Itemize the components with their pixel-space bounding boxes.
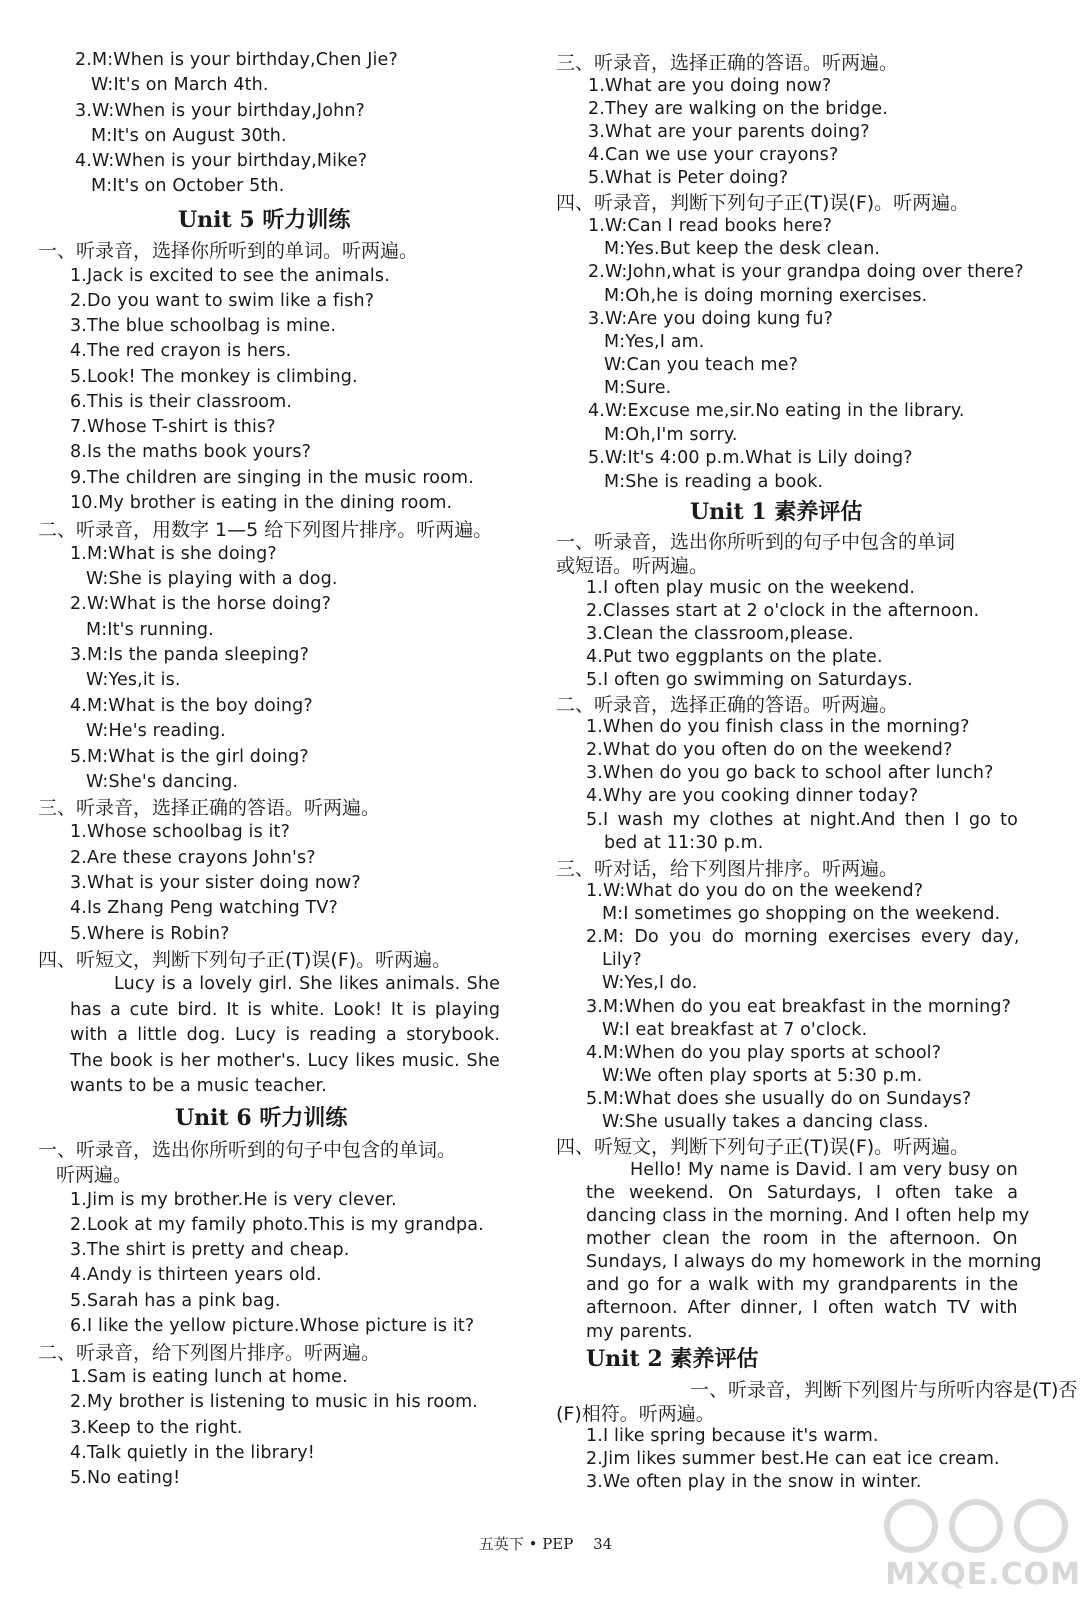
left-text-line: 2.My brother is listening to music in his room. xyxy=(70,1392,479,1412)
right-section-heading: 四、听录音，判断下列句子正(T)误(F)。听两遍。 xyxy=(556,192,970,214)
left-text-line: M:It's on October 5th. xyxy=(91,176,285,196)
left-text-line: 1.M:What is she doing? xyxy=(70,544,277,564)
left-text-line: 10.My brother is eating in the dining room. xyxy=(70,493,453,513)
right-text-line: 1.I often play music on the weekend. xyxy=(586,578,916,598)
right-text-line: 3.We often play in the snow in winter. xyxy=(586,1472,922,1492)
right-text-line: M:Oh,he is doing morning exercises. xyxy=(604,286,928,306)
left-text-line: 8.Is the maths book yours? xyxy=(70,442,312,462)
left-text-line: 3.The blue schoolbag is mine. xyxy=(70,316,337,336)
left-text-line: with a little dog. Lucy is reading a storybook. xyxy=(70,1025,501,1045)
left-text-line: 4.The red crayon is hers. xyxy=(70,341,292,361)
left-text-line: 2.Are these crayons John's? xyxy=(70,848,316,868)
right-text-line: W:She usually takes a dancing class. xyxy=(602,1112,929,1132)
right-text-line: W:We often play sports at 5:30 p.m. xyxy=(602,1066,923,1086)
right-unit-title: Unit 1 素养评估 xyxy=(690,499,863,525)
right-text-line: M:Yes,I am. xyxy=(604,332,705,352)
left-text-line: 3.What is your sister doing now? xyxy=(70,873,361,893)
right-text-line: mother clean the room in the afternoon. On xyxy=(586,1229,1018,1249)
right-text-line: 4.M:When do you play sports at school? xyxy=(586,1043,942,1063)
left-text-line: 2.Look at my family photo.This is my grandpa. xyxy=(70,1215,484,1235)
right-text-line: 1.W:Can I read books here? xyxy=(588,216,833,236)
left-section-heading: 一、听录音，选择你所听到的单词。听两遍。 xyxy=(38,240,419,262)
watermark xyxy=(871,1496,1081,1592)
right-section-heading: 三、听对话，给下列图片排序。听两遍。 xyxy=(556,858,899,880)
left-text-line: 3.Keep to the right. xyxy=(70,1418,243,1438)
left-text-line: 4.Andy is thirteen years old. xyxy=(70,1265,322,1285)
left-unit-title: Unit 6 听力训练 xyxy=(175,1105,348,1131)
right-text-line: M:Sure. xyxy=(604,378,672,398)
right-text-line: dancing class in the morning. And I often help my xyxy=(586,1206,1030,1226)
right-text-line: 2.Jim likes summer best.He can eat ice cream. xyxy=(586,1449,1000,1469)
right-section-heading: 一、听录音，判断下列图片与所听内容是(T)否 xyxy=(690,1379,1078,1401)
right-text-line: 5.M:What does she usually do on Sundays? xyxy=(586,1089,972,1109)
right-text-line: Sundays, I always do my homework in the morning xyxy=(586,1252,1042,1272)
left-text-line: W:She's dancing. xyxy=(86,772,239,792)
right-text-line: 2.They are walking on the bridge. xyxy=(588,99,888,119)
right-section-heading: 三、听录音，选择正确的答语。听两遍。 xyxy=(556,52,899,74)
left-section-heading: 二、听录音，用数字 1—5 给下列图片排序。听两遍。 xyxy=(38,519,493,541)
right-text-line: 1.When do you finish class in the morning? xyxy=(586,717,970,737)
left-text-line: wants to be a music teacher. xyxy=(70,1076,328,1096)
right-text-line: the weekend. On Saturdays, I often take a xyxy=(586,1183,1019,1203)
right-text-line: afternoon. After dinner, I often watch TV with xyxy=(586,1298,1018,1318)
right-text-line: 3.Clean the classroom,please. xyxy=(586,624,854,644)
left-text-line: The book is her mother's. Lucy likes music. She xyxy=(70,1051,500,1071)
left-text-line: 4.Is Zhang Peng watching TV? xyxy=(70,898,338,918)
left-text-line: 4.M:What is the boy doing? xyxy=(70,696,313,716)
left-text-line: 2.W:What is the horse doing? xyxy=(70,594,332,614)
right-text-line: Lily? xyxy=(602,950,642,970)
left-text-line: 2.M:When is your birthday,Chen Jie? xyxy=(75,50,398,70)
left-text-line: 1.Jim is my brother.He is very clever. xyxy=(70,1190,397,1210)
left-text-line: 4.Talk quietly in the library! xyxy=(70,1443,315,1463)
left-text-line: 6.I like the yellow picture.Whose picture is it? xyxy=(70,1316,475,1336)
left-text-line: M:It's running. xyxy=(86,620,214,640)
left-text-line: W:He's reading. xyxy=(86,721,226,741)
right-text-line: 1.W:What do you do on the weekend? xyxy=(586,881,924,901)
page-footer: 五英下 • PEP 34 xyxy=(478,1535,613,1553)
right-text-line: 4.Why are you cooking dinner today? xyxy=(586,786,919,806)
left-text-line: W:She is playing with a dog. xyxy=(86,569,338,589)
right-text-line: bed at 11:30 p.m. xyxy=(604,833,764,853)
right-text-line: Hello! My name is David. I am very busy on xyxy=(630,1160,1018,1180)
right-text-line: 3.W:Are you doing kung fu? xyxy=(588,309,834,329)
left-text-line: 3.The shirt is pretty and cheap. xyxy=(70,1240,350,1260)
right-text-line: 3.What are your parents doing? xyxy=(588,122,870,142)
right-section-heading: 二、听录音，选择正确的答语。听两遍。 xyxy=(556,694,899,716)
left-text-line: 3.M:Is the panda sleeping? xyxy=(70,645,310,665)
right-text-line: 1.What are you doing now? xyxy=(588,76,832,96)
right-text-line: 5.W:It's 4:00 p.m.What is Lily doing? xyxy=(588,448,913,468)
left-text-line: 5.Where is Robin? xyxy=(70,924,230,944)
left-text-line: 7.Whose T-shirt is this? xyxy=(70,417,276,437)
left-section-heading: 三、听录音，选择正确的答语。听两遍。 xyxy=(38,797,381,819)
left-section-heading: 二、听录音，给下列图片排序。听两遍。 xyxy=(38,1342,381,1364)
right-section-heading: (F)相符。听两遍。 xyxy=(556,1403,715,1425)
watermark-logo-icon xyxy=(871,1496,1081,1556)
right-text-line: 2.W:John,what is your grandpa doing over there? xyxy=(588,262,1024,282)
right-text-line: 2.What do you often do on the weekend? xyxy=(586,740,953,760)
right-section-heading: 一、听录音，选出你所听到的句子中包含的单词 xyxy=(556,531,956,553)
right-text-line: W:Yes,I do. xyxy=(602,973,698,993)
left-text-line: 5.Sarah has a pink bag. xyxy=(70,1291,281,1311)
right-text-line: 4.Put two eggplants on the plate. xyxy=(586,647,883,667)
left-text-line: 5.Look! The monkey is climbing. xyxy=(70,367,358,387)
left-section-heading: 一、听录音，选出你所听到的句子中包含的单词。 xyxy=(38,1139,457,1161)
left-text-line: 6.This is their classroom. xyxy=(70,392,293,412)
right-text-line: my parents. xyxy=(586,1322,693,1342)
right-text-line: 2.M: Do you do morning exercises every day, xyxy=(586,927,1020,947)
right-text-line: W:I eat breakfast at 7 o'clock. xyxy=(602,1020,868,1040)
right-text-line: 5.I wash my clothes at night.And then I go to xyxy=(586,810,1018,830)
right-text-line: M:I sometimes go shopping on the weekend. xyxy=(602,904,1001,924)
left-text-line: has a cute bird. It is white. Look! It is playing xyxy=(70,1000,501,1020)
left-text-line: 4.W:When is your birthday,Mike? xyxy=(75,151,368,171)
right-text-line: 5.What is Peter doing? xyxy=(588,168,789,188)
right-text-line: M:Oh,I'm sorry. xyxy=(604,425,738,445)
left-text-line: 5.M:What is the girl doing? xyxy=(70,747,309,767)
right-text-line: 4.Can we use your crayons? xyxy=(588,145,839,165)
right-section-heading: 或短语。听两遍。 xyxy=(556,555,709,577)
left-text-line: 2.Do you want to swim like a fish? xyxy=(70,291,375,311)
left-text-line: 1.Sam is eating lunch at home. xyxy=(70,1367,348,1387)
right-text-line: 3.When do you go back to school after lunch? xyxy=(586,763,994,783)
right-text-line: M:She is reading a book. xyxy=(604,472,824,492)
right-text-line: M:Yes.But keep the desk clean. xyxy=(604,239,881,259)
left-section-heading: 听两遍。 xyxy=(56,1164,133,1186)
left-text-line: 1.Whose schoolbag is it? xyxy=(70,822,291,842)
left-text-line: 1.Jack is excited to see the animals. xyxy=(70,266,390,286)
left-text-line: 9.The children are singing in the music room. xyxy=(70,468,474,488)
left-text-line: W:It's on March 4th. xyxy=(91,75,269,95)
right-text-line: 5.I often go swimming on Saturdays. xyxy=(586,670,913,690)
right-text-line: 1.I like spring because it's warm. xyxy=(586,1426,879,1446)
right-text-line: W:Can you teach me? xyxy=(604,355,799,375)
right-section-heading: 四、听短文，判断下列句子正(T)误(F)。听两遍。 xyxy=(556,1136,970,1158)
left-text-line: W:Yes,it is. xyxy=(86,670,181,690)
left-section-heading: 四、听短文，判断下列句子正(T)误(F)。听两遍。 xyxy=(38,949,452,971)
left-text-line: 3.W:When is your birthday,John? xyxy=(75,101,365,121)
right-text-line: 4.W:Excuse me,sir.No eating in the library. xyxy=(588,401,965,421)
left-text-line: 5.No eating! xyxy=(70,1468,181,1488)
right-text-line: 3.M:When do you eat breakfast in the morning? xyxy=(586,997,1012,1017)
right-text-line: and go for a walk with my grandparents in the xyxy=(586,1275,1019,1295)
watermark-text: MXQE.COM xyxy=(885,1557,1081,1592)
left-text-line: M:It's on August 30th. xyxy=(91,126,287,146)
right-unit-title: Unit 2 素养评估 xyxy=(586,1346,759,1372)
right-text-line: 2.Classes start at 2 o'clock in the afternoon. xyxy=(586,601,980,621)
left-unit-title: Unit 5 听力训练 xyxy=(178,207,351,233)
left-text-line: Lucy is a lovely girl. She likes animals. She xyxy=(114,974,501,994)
